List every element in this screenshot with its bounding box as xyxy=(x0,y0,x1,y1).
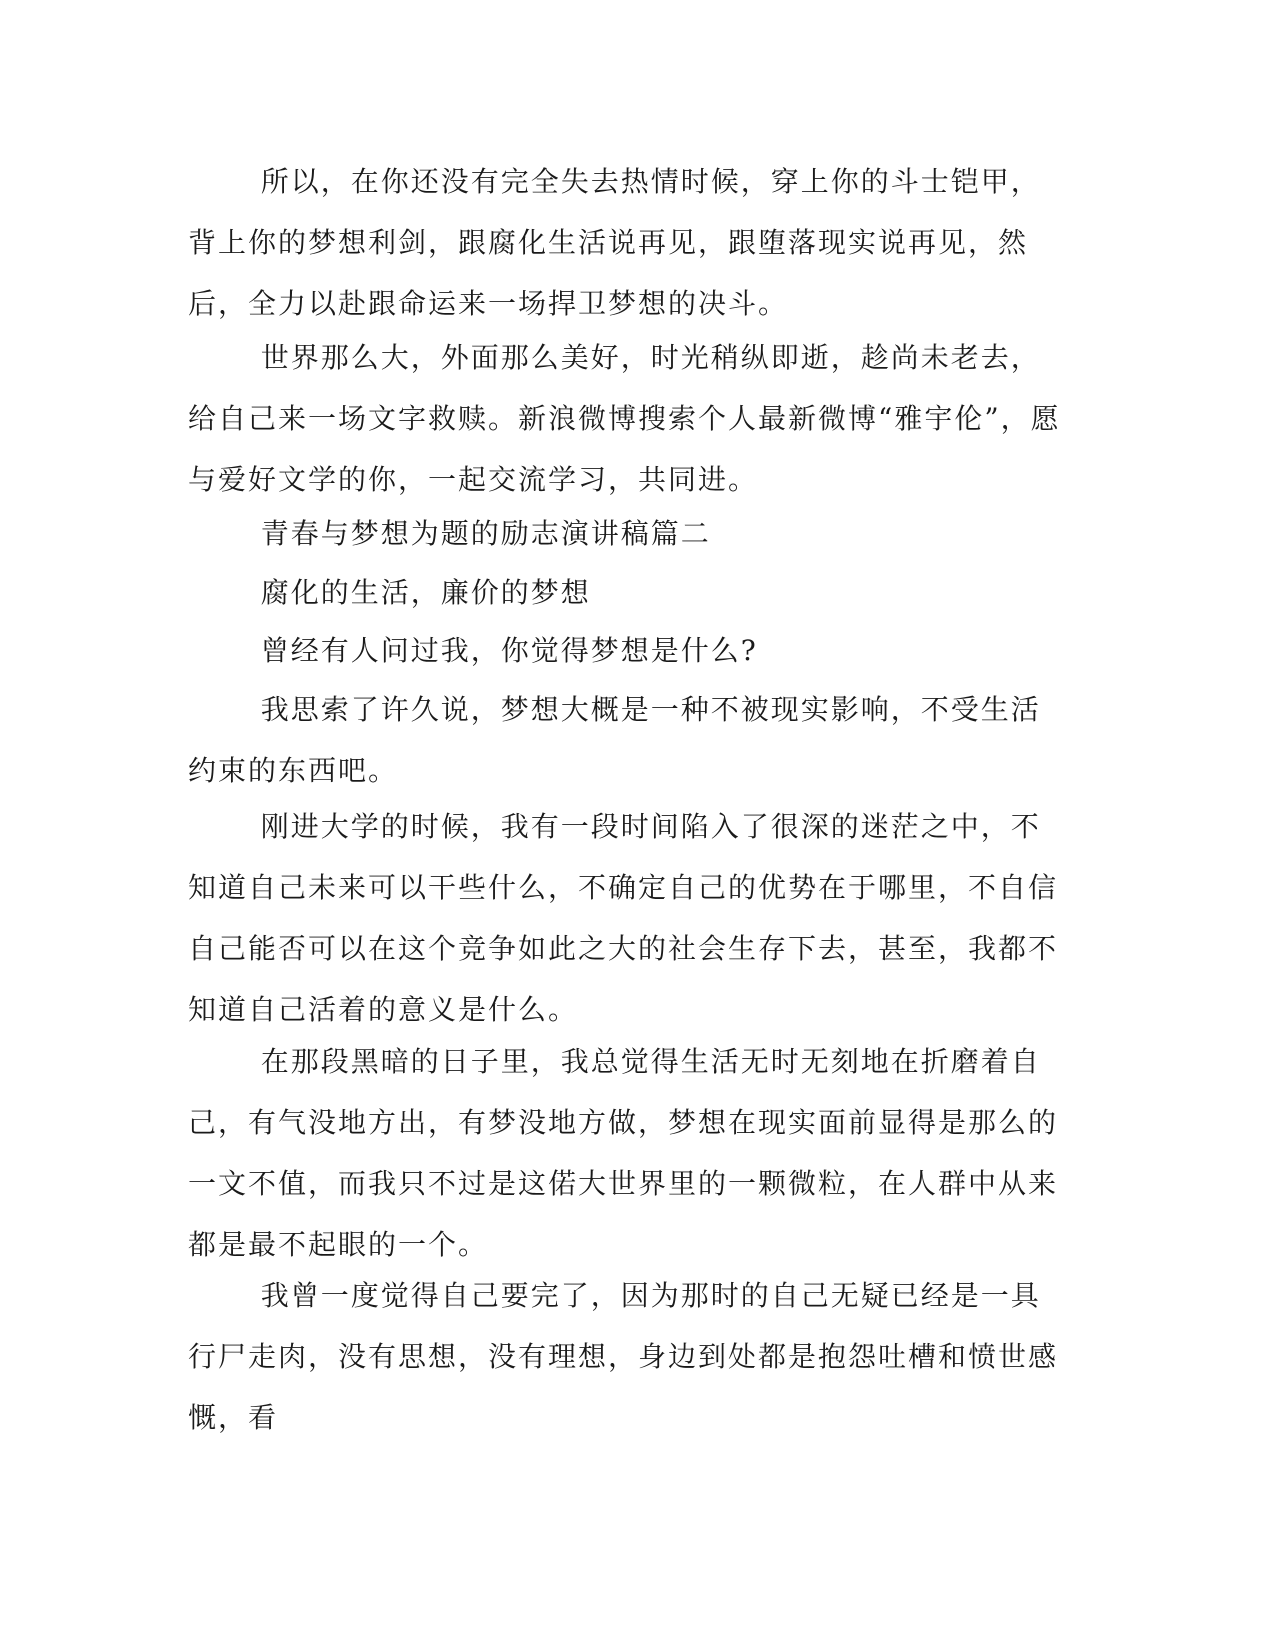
paragraph-1: 所以，在你还没有完全失去热情时候，穿上你的斗士铠甲，背上你的梦想利剑，跟腐化生活说再见，跟堕落现实说再见，然后，全力以赴跟命运来一场捍卫梦想的决斗。 xyxy=(188,165,1041,320)
paragraph-4: 我思索了许久说，梦想大概是一种不被现实影响，不受生活约束的东西吧。 xyxy=(188,693,1041,787)
paragraph-7: 我曾一度觉得自己要完了，因为那时的自己无疑已经是一具行尸走肉，没有思想，没有理想，身边到处都是抱怨吐槽和愤世感慨，看 xyxy=(188,1279,1059,1434)
paragraph-6: 在那段黑暗的日子里，我总觉得生活无时无刻地在折磨着自己，有气没地方出，有梦没地方做，梦想在现实面前显得是那么的一文不值，而我只不过是这偌大世界里的一颗微粒，在人群中从来都是最不起眼的一个。 xyxy=(188,1045,1059,1261)
paragraph-3: 曾经有人问过我，你觉得梦想是什么? xyxy=(260,634,758,667)
paragraph-2: 世界那么大，外面那么美好，时光稍纵即逝，趁尚未老去，给自己来一场文字救赎。新浪微博搜索个人最新微博“雅宇伦”，愿与爱好文学的你，一起交流学习，共同进。 xyxy=(188,341,1061,496)
paragraph-5: 刚进大学的时候，我有一段时间陷入了很深的迷茫之中，不知道自己未来可以干些什么，不确定自己的优势在于哪里，不自信自己能否可以在这个竞争如此之大的社会生存下去，甚至，我都不知道自己活着的意义是什么。 xyxy=(188,810,1059,1026)
section-subtitle: 腐化的生活，廉价的梦想 xyxy=(260,576,591,609)
section-heading: 青春与梦想为题的励志演讲稿篇二 xyxy=(260,517,711,550)
